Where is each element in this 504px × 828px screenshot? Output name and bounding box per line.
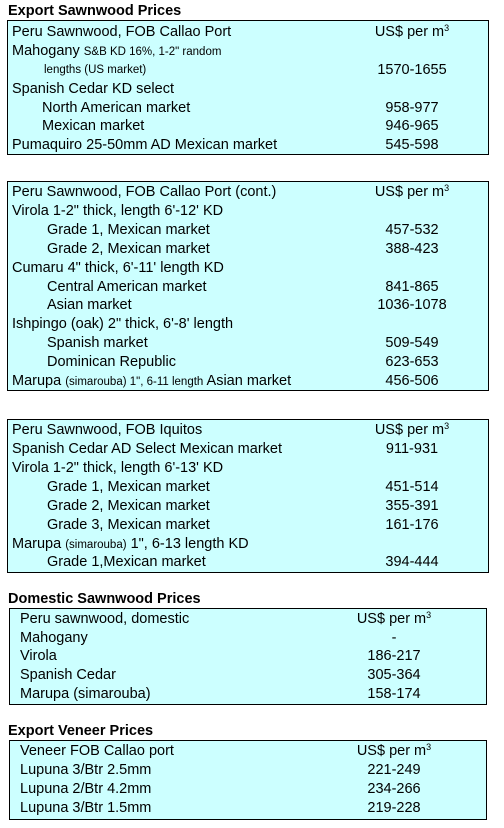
- row-value: 545-598: [385, 137, 439, 153]
- row-label: lengths (US market): [44, 64, 147, 76]
- table-row: [8, 136, 488, 155]
- unit-label: US$ per $m^3$: [374, 421, 450, 438]
- row-value: 305-364: [367, 667, 421, 683]
- row-label: Spanish Cedar: [20, 667, 116, 683]
- table-row: [8, 117, 488, 136]
- row-value: 623-653: [385, 354, 439, 370]
- row-label: Spanish Cedar AD Select Mexican market: [12, 441, 282, 457]
- table-row: [8, 221, 488, 240]
- row-value: 457-532: [385, 222, 439, 238]
- row-label: Cumaru 4" thick, 6'-11' length KD: [12, 260, 224, 276]
- row-value: 234-266: [367, 781, 421, 797]
- row-label: Virola 1-2" thick, length 6'-13' KD: [12, 460, 224, 476]
- row-value: 186-217: [367, 648, 421, 664]
- table-row: [10, 780, 486, 799]
- table-row: [8, 296, 488, 315]
- table-row: [8, 99, 488, 118]
- row-value: 161-176: [385, 517, 439, 533]
- domestic-sawnwood-heading: Domestic Sawnwood Prices: [8, 591, 201, 607]
- export-sawnwood-heading: Export Sawnwood Prices: [8, 3, 182, 19]
- table-row: [8, 61, 488, 80]
- table-callao-port-cont: [7, 181, 489, 391]
- table-row: [8, 372, 488, 391]
- table-iquitos: [7, 419, 489, 573]
- row-value: 841-865: [385, 279, 439, 295]
- row-label: Mahogany: [20, 630, 88, 646]
- table-header-label: Peru sawnwood, domestic: [20, 611, 190, 627]
- row-label: Pumaquiro 25-50mm AD Mexican market: [12, 137, 278, 153]
- table-header: [10, 610, 486, 629]
- table-row: [8, 334, 488, 353]
- table-row: [8, 459, 488, 478]
- table-row: [8, 240, 488, 259]
- row-label: Central American market: [47, 279, 207, 295]
- table-header-label: Veneer FOB Callao port: [20, 743, 174, 759]
- table-domestic: [9, 608, 487, 705]
- row-label: Marupa (simarouba) 1", 6-13 length KD: [12, 536, 249, 552]
- row-label: Mexican market: [42, 118, 145, 134]
- table-header-label: Peru Sawnwood, FOB Iquitos: [12, 422, 203, 438]
- row-label: Virola: [20, 648, 57, 664]
- row-label: Grade 2, Mexican market: [47, 241, 210, 257]
- table-row: [8, 80, 488, 99]
- table-row: [10, 685, 486, 704]
- row-value: 158-174: [367, 686, 421, 702]
- table-header: [8, 183, 488, 202]
- row-value: 958-977: [385, 100, 439, 116]
- table-row: [10, 799, 486, 818]
- table-row: [8, 278, 488, 297]
- row-label: Grade 1, Mexican market: [47, 479, 210, 495]
- table-row: [8, 478, 488, 497]
- table-row: [10, 647, 486, 666]
- table-row: [8, 315, 488, 334]
- row-value: 1570-1655: [377, 62, 447, 78]
- row-label: Dominican Republic: [47, 354, 176, 370]
- row-label: North American market: [42, 100, 191, 116]
- row-label: Grade 1, Mexican market: [47, 222, 210, 238]
- row-label: Lupuna 3/Btr 1.5mm: [20, 800, 152, 816]
- table-row: [8, 42, 488, 61]
- row-value: 221-249: [367, 762, 421, 778]
- table-row: [10, 761, 486, 780]
- row-label: Grade 1,Mexican market: [47, 554, 206, 570]
- row-label: Grade 3, Mexican market: [47, 517, 210, 533]
- row-value: 355-391: [385, 498, 439, 514]
- row-value: 946-965: [385, 118, 439, 134]
- table-row: [8, 535, 488, 554]
- row-label: Ishpingo (oak) 2" thick, 6'-8' length: [12, 316, 234, 332]
- row-label: Lupuna 2/Btr 4.2mm: [20, 781, 152, 797]
- row-label: Virola 1-2" thick, length 6'-12' KD: [12, 203, 224, 219]
- table-row: [8, 516, 488, 535]
- row-label: Spanish market: [47, 335, 148, 351]
- table-header-label: Peru Sawnwood, FOB Callao Port: [12, 24, 232, 40]
- unit-label: US$ per $m^3$: [356, 742, 432, 759]
- row-label: Marupa (simarouba): [20, 686, 151, 702]
- row-value: 911-931: [385, 441, 439, 457]
- table-callao-port: [7, 20, 489, 155]
- table-row: [8, 353, 488, 372]
- row-label: Lupuna 3/Btr 2.5mm: [20, 762, 152, 778]
- row-value: 456-506: [385, 373, 439, 389]
- row-label: Marupa (simarouba) 1", 6-11 length Asian market: [12, 373, 292, 389]
- table-header-label: Peru Sawnwood, FOB Callao Port (cont.): [12, 184, 277, 200]
- row-label: Asian market: [47, 297, 132, 313]
- row-value: 388-423: [385, 241, 439, 257]
- unit-label: US$ per $m^3$: [374, 23, 450, 40]
- unit-label: US$ per $m^3$: [374, 183, 450, 200]
- row-label: Mahogany S&B KD 16%, 1-2" random: [12, 43, 222, 59]
- row-label: Grade 2, Mexican market: [47, 498, 210, 514]
- table-row: [8, 259, 488, 278]
- table-row: [8, 440, 488, 459]
- unit-label: US$ per $m^3$: [356, 610, 432, 627]
- row-value: 451-514: [385, 479, 439, 495]
- row-value: 1036-1078: [377, 297, 447, 313]
- row-value: 509-549: [385, 335, 439, 351]
- table-veneer: [9, 740, 487, 820]
- table-header: [10, 742, 486, 761]
- row-label: Spanish Cedar KD select: [12, 81, 174, 97]
- table-row: [8, 553, 488, 572]
- row-value: -: [391, 630, 397, 646]
- table-header: [8, 23, 488, 42]
- table-row: [8, 202, 488, 221]
- export-veneer-heading: Export Veneer Prices: [8, 723, 154, 739]
- table-row: [10, 666, 486, 685]
- table-header: [8, 421, 488, 440]
- row-value: 394-444: [385, 554, 439, 570]
- row-value: 219-228: [367, 800, 421, 816]
- table-row: [8, 497, 488, 516]
- table-row: [10, 629, 486, 648]
